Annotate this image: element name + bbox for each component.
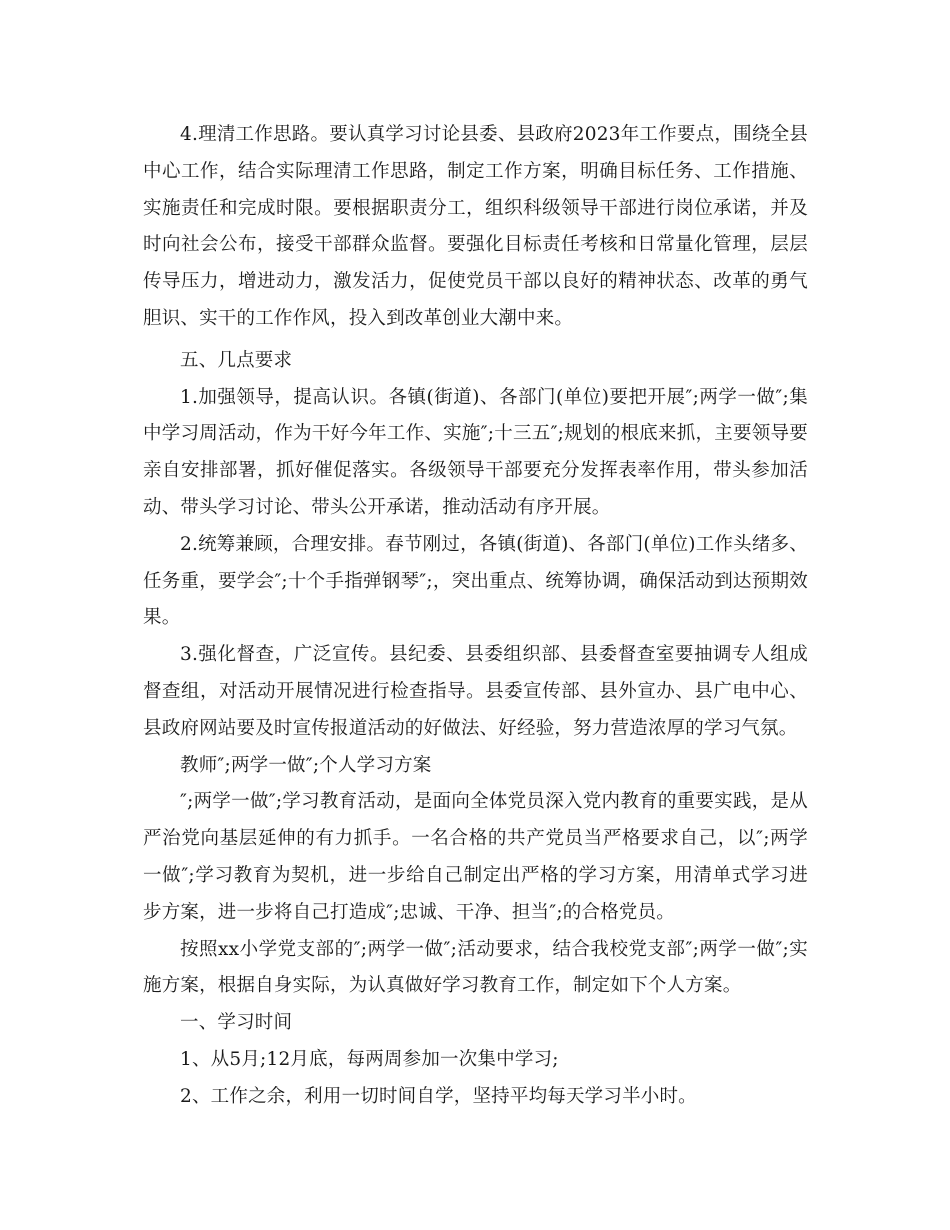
document-body [143,117,808,1116]
paragraph-requirement-2: 2.统筹兼顾，合理安排。春节刚过，各镇(街道)、各部门(单位)工作头绪多、任务重，要学会″;十个手指弹钢琴″;，突出重点、统筹协调，确保活动到达预期效果。 [143,533,808,629]
paragraph-plan-basis: 按照xx小学党支部的″;两学一做″;活动要求，结合我校党支部″;两学一做″;实施方案，根据自身实际，为认真做好学习教育工作，制定如下个人方案。 [143,938,808,997]
list-item-study-time-1: 1、从5月;12月底，每两周参加一次集中学习; [180,1048,559,1070]
section-heading-study-time: 一、学习时间 [180,1012,293,1034]
paragraph-requirement-1: 1.加强领导，提高认识。各镇(街道)、各部门(单位)要把开展″;两学一做″;集中学习周活动，作为干好今年工作、实施″;十三五″;规划的根底来抓，主要领导要亲自安排部署，抓好催促落实。各级领导干部要充分发挥表率作用，带头参加活动、带头学习讨论、带头公开承诺，推动活动有序开展。 [143,386,808,518]
title-teacher-study-plan: 教师″;两学一做″;个人学习方案 [180,754,432,776]
paragraph-plan-intro: ″;两学一做″;学习教育活动，是面向全体党员深入党内教育的重要实践，是从严治党向基层延伸的有力抓手。一名合格的共产党员当严格要求自己，以″;两学一做″;学习教育为契机，进一步给自己制定出严格的学习方案，用清单式学习进步方案，进一步将自己打造成″;忠诚、干净、担当″;的合格党员。 [143,791,808,923]
paragraph-work-approach: 4.理清工作思路。要认真学习讨论县委、县政府2023年工作要点，围绕全县中心工作，结合实际理清工作思路，制定工作方案，明确目标任务、工作措施、实施责任和完成时限。要根据职责分工，组织科级领导干部进行岗位承诺，并及时向社会公布，接受干部群众监督。要强化目标责任考核和日常量化管理，层层传导压力，增进动力，激发活力，促使党员干部以良好的精神状态、改革的勇气胆识、实干的工作作风，投入到改革创业大潮中来。 [143,124,808,329]
section-heading-requirements: 五、几点要求 [180,349,293,371]
paragraph-requirement-3: 3.强化督查，广泛宣传。县纪委、县委组织部、县委督查室要抽调专人组成督查组，对活动开展情况进行检查指导。县委宣传部、县外宣办、县广电中心、县政府网站要及时宣传报道活动的好做法、好经验，努力营造浓厚的学习气氛。 [143,644,808,739]
list-item-study-time-2: 2、工作之余，利用一切时间自学，坚持平均每天学习半小时。 [180,1085,697,1107]
